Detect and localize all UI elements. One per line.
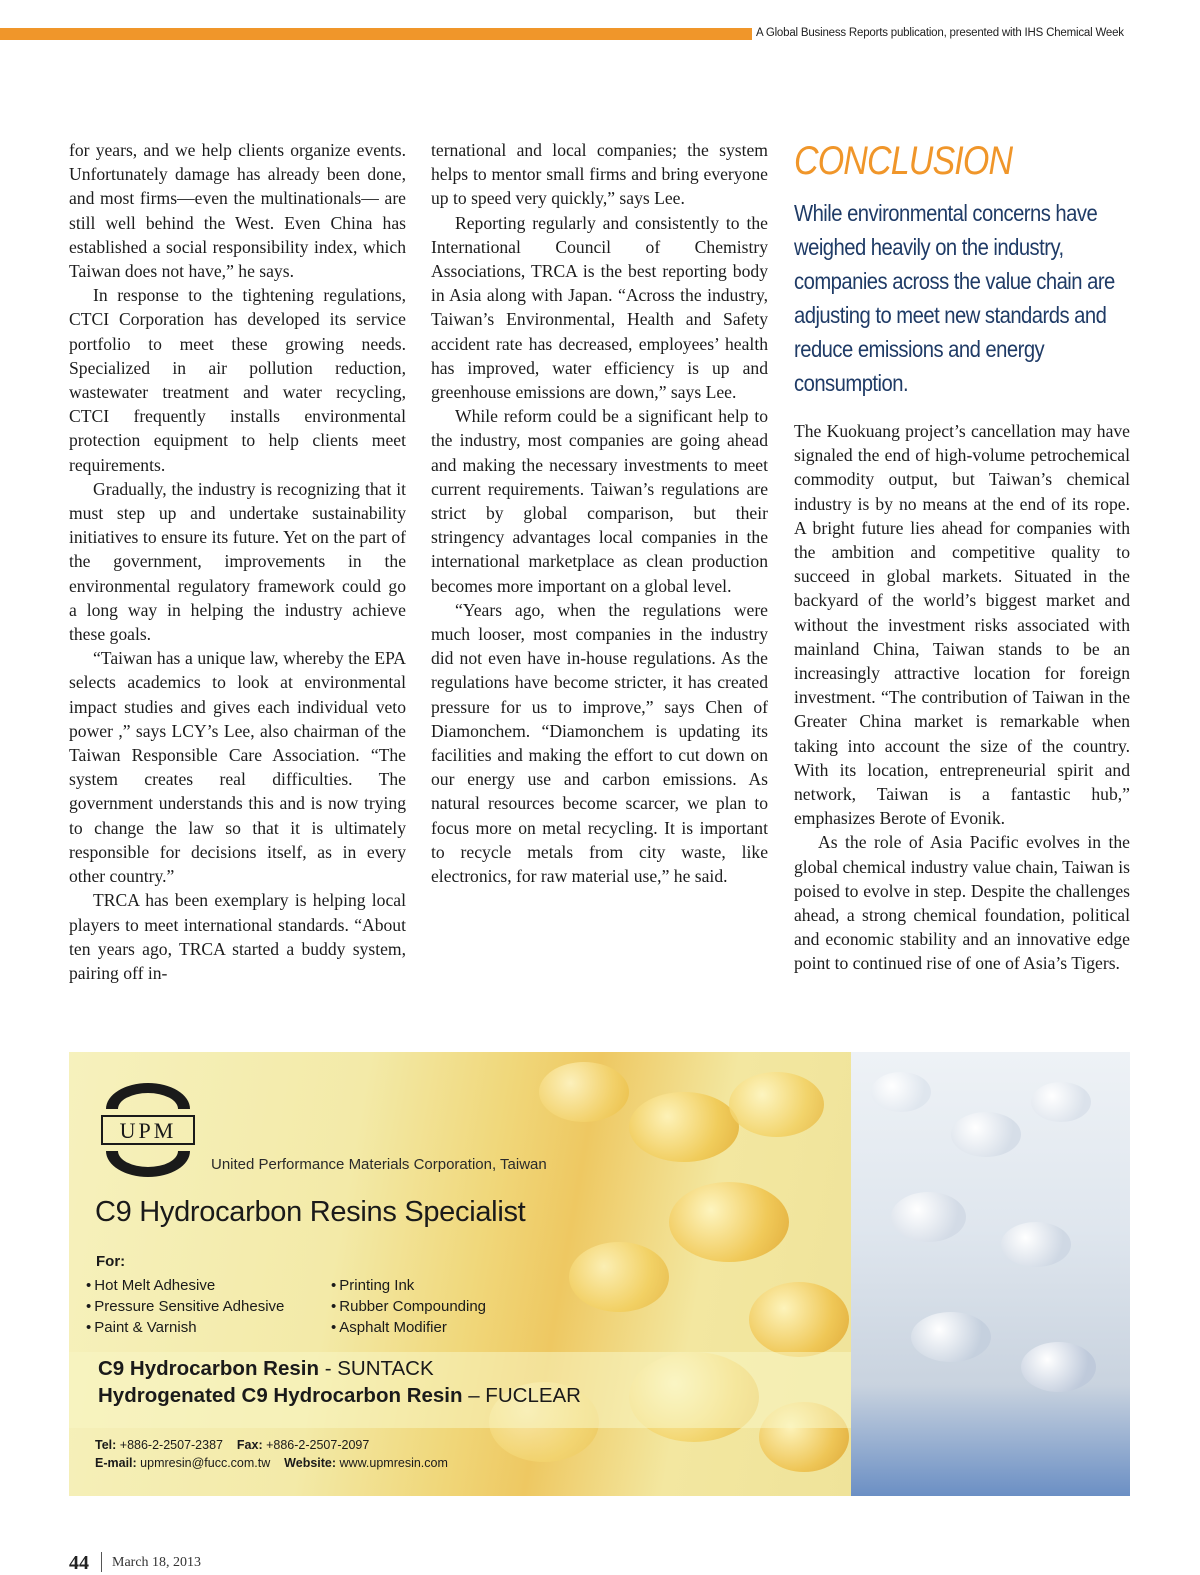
- header-accent-bar: [0, 28, 752, 40]
- product-brand: – FUCLEAR: [462, 1384, 581, 1407]
- email-label: E-mail:: [95, 1456, 137, 1470]
- ad-contact-phone: [95, 1438, 369, 1452]
- list-item: • Asphalt Modifier: [331, 1317, 486, 1338]
- footer-divider: [101, 1552, 102, 1572]
- product-brand: - SUNTACK: [319, 1357, 434, 1380]
- ad-uses-list-left: [86, 1275, 284, 1338]
- fax-label: Fax:: [236, 1438, 263, 1452]
- paragraph: for years, and we help clients organize events. Unfortunately damage has already been done, and most firms—even the multinationals— are still well behind the West. Even China has established a social responsibility index, which Taiwan does not have,” he says.: [69, 140, 406, 282]
- paragraph: Reporting regularly and consistently to the International Council of Chemistry Associations, TRCA is the best reporting body in Asia along with Japan. “Across the industry, Taiwan’s Environmental, Health and Safety accident rate has decreased, employees’ health has improved, water efficiency is up and greenhouse emissions are down,” says Lee.: [431, 212, 768, 403]
- ad-contact-web: [95, 1456, 448, 1470]
- website-value: www.upmresin.com: [339, 1456, 448, 1470]
- product-name: Hydrogenated C9 Hydrocarbon Resin: [98, 1384, 463, 1407]
- paragraph: In response to the tightening regulations, CTCI Corporation has developed its service portfolio to meet these growing needs. Specialized in air pollution reduction, wastewater treatment and water recycling, CTCI frequently installs environmental protection equipment to help clients meet requirements.: [69, 285, 406, 475]
- paragraph: While reform could be a significant help to the industry, most companies are going ahead and making the necessary investments to meet current requirements. Taiwan’s regulations are strict by global comparison, but their stringency advantages local companies in the international marketplace as clean production becomes more important on a global level.: [431, 406, 768, 596]
- conclusion-lead: While environmental concerns have weighed heavily on the industry, companies across the value chain are adjusting to meet new standards and reduce emissions and energy consumption.: [794, 200, 1115, 396]
- publication-line: A Global Business Reports publication, presented with IHS Chemical Week: [756, 27, 1124, 39]
- ad-product-suntack: [98, 1357, 434, 1381]
- list-item: • Hot Melt Adhesive: [86, 1275, 284, 1296]
- issue-date: March 18, 2013: [112, 1555, 202, 1570]
- conclusion-title: CONCLUSION: [794, 139, 1013, 183]
- article-column-2: [431, 138, 768, 888]
- paragraph: “Taiwan has a unique law, whereby the EPA selects academics to look at environmental impact studies and gives each individual veto power ,” says LCY’s Lee, also chairman of the Taiwan Responsible Care Association. “The system creates real difficulties. The government understands this and is now trying to change the law so that it is ultimately responsible for decisions itself, as in every other country.”: [69, 648, 406, 887]
- email-value: upmresin@fucc.com.tw: [140, 1456, 271, 1470]
- ad-pellet-photo: [851, 1052, 1130, 1496]
- ad-company-name: United Performance Materials Corporation, Taiwan: [211, 1156, 547, 1173]
- upm-logo: [96, 1079, 200, 1179]
- paragraph: TRCA has been exemplary is helping local players to meet international standards. “About ten years ago, TRCA started a buddy system, pairing off in-: [69, 890, 406, 983]
- page-number: 44: [69, 1552, 89, 1574]
- tel-value: +886-2-2507-2387: [119, 1438, 223, 1452]
- list-item: • Paint & Varnish: [86, 1317, 284, 1338]
- ad-headline: C9 Hydrocarbon Resins Specialist: [95, 1196, 526, 1228]
- tel-label: Tel:: [95, 1438, 117, 1452]
- paragraph: “Years ago, when the regulations were much looser, most companies in the industry did not even have in-house regulations. As the regulations have become stricter, it has created pressure for us to improve,” says Chen of Diamonchem. “Diamonchem is updating its facilities and making the effort to cut down on our energy use and carbon emissions. As natural resources become scarcer, we plan to focus more on metal recycling. It is important to recycle metals from city waste, like electronics, for raw material use,” he said.: [431, 599, 768, 887]
- ad-for-label: For:: [96, 1253, 126, 1270]
- paragraph: ternational and local companies; the system helps to mentor small firms and bring everyone up to speed very quickly,” says Lee.: [431, 140, 768, 209]
- paragraph: The Kuokuang project’s cancellation may have signaled the end of high-volume petrochemical commodity output, but Taiwan’s chemical industry is by no means at the end of its rope. A bright future lies ahead for companies with the ambition and competitive quality to succeed in global markets. Situated in the backyard of the world’s biggest market and without the investment risks associated with mainland China, Taiwan stands to be an increasingly attractive location for foreign investment. “The contribution of Taiwan in the Greater China market is remarkable when taking into account the size of the country. With its location, entrepreneurial spirit and network, Taiwan is a fantastic hub,” emphasizes Berote of Evonik.: [794, 421, 1130, 829]
- product-name: C9 Hydrocarbon Resin: [98, 1357, 319, 1380]
- upm-advertisement: [69, 1052, 1130, 1496]
- conclusion-column: [794, 138, 1130, 976]
- fax-value: +886-2-2507-2097: [266, 1438, 370, 1452]
- list-item: • Rubber Compounding: [331, 1296, 486, 1317]
- list-item: • Printing Ink: [331, 1275, 486, 1296]
- paragraph: Gradually, the industry is recognizing that it must step up and undertake sustainability initiatives to ensure its future. Yet on the part of the government, improvements in the environmental regulatory framework could go a long way in helping the industry achieve these goals.: [69, 478, 406, 645]
- ad-product-fuclear: [98, 1384, 581, 1408]
- ad-uses-list-right: [331, 1275, 486, 1338]
- paragraph: As the role of Asia Pacific evolves in the global chemical industry value chain, Taiwan is poised to evolve in step. Despite the challenges ahead, a strong chemical foundation, political and economic stability and an innovative edge point to continued rise of one of Asia’s Tigers.: [794, 832, 1130, 974]
- website-label: Website:: [284, 1456, 337, 1470]
- article-column-1: [69, 138, 406, 985]
- logo-text: UPM: [119, 1118, 177, 1143]
- list-item: • Pressure Sensitive Adhesive: [86, 1296, 284, 1317]
